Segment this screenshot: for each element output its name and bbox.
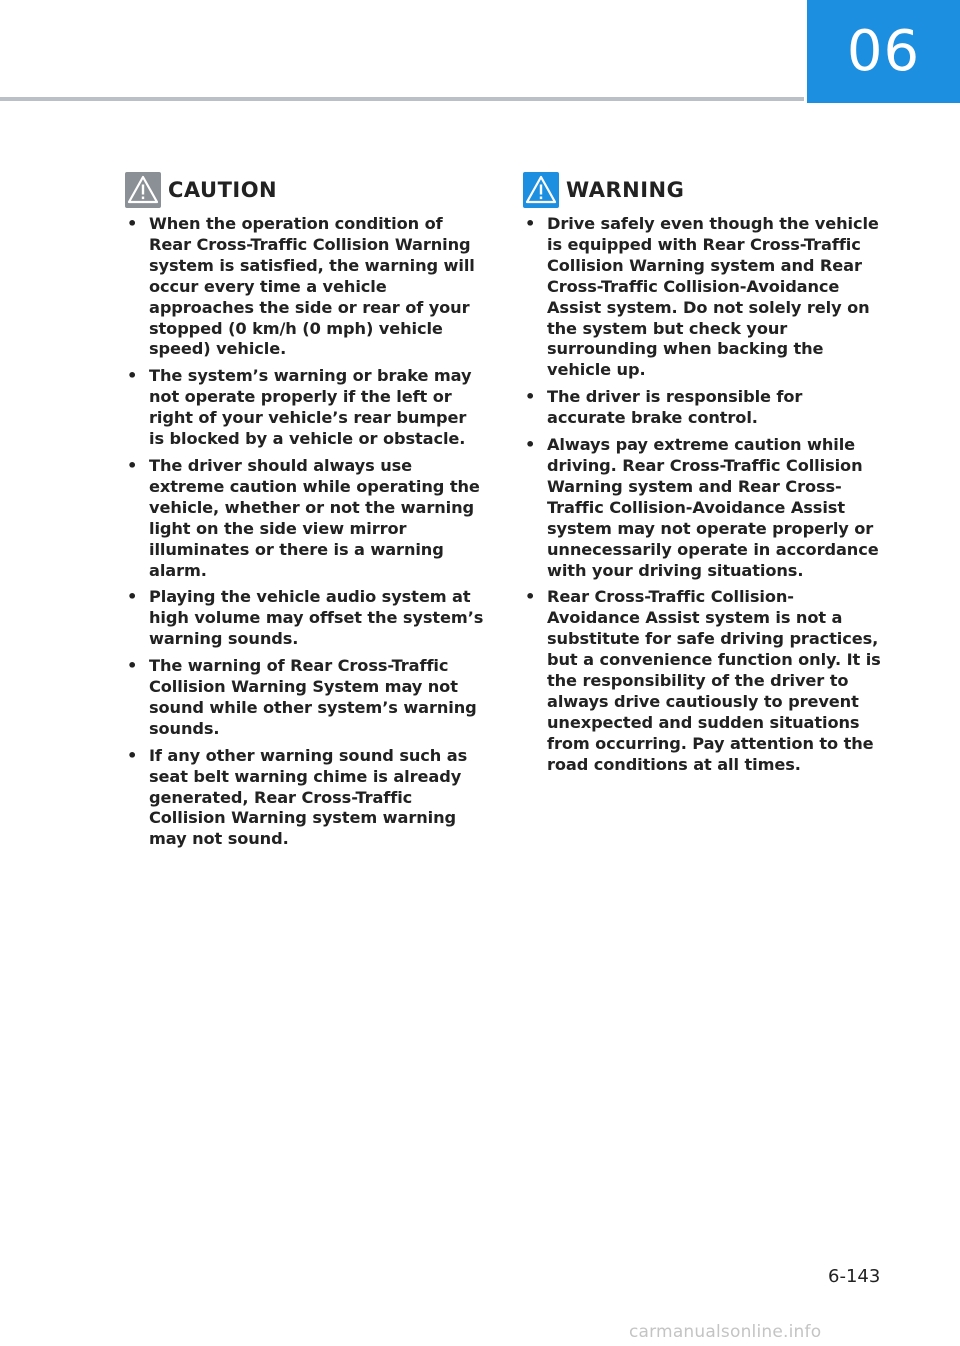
warning-item-2	[523, 387, 885, 429]
bullet: •	[127, 455, 138, 475]
warning-item-4	[523, 587, 885, 775]
caution-title: CAUTION	[168, 178, 278, 202]
warning-item-text: The driver is responsible for accurate brake control.	[547, 387, 803, 428]
warning-box	[523, 172, 885, 782]
bullet: •	[127, 656, 138, 676]
bullet: •	[127, 214, 138, 233]
caution-item-text: The system’s warning or brake may not operate properly if the left or right of your vehicle’s rear bumper is blocked by a vehicle or obstacle.	[149, 366, 472, 449]
caution-item-text: Playing the vehicle audio system at high volume may offset the system’s warning sounds.	[149, 587, 484, 649]
caution-item-5	[125, 656, 485, 740]
caution-item-4	[125, 587, 485, 650]
page-number: 6-143	[828, 1266, 881, 1287]
warning-header	[523, 172, 885, 208]
chapter-tab	[807, 0, 960, 103]
caution-item-text: The driver should always use extreme caution while operating the vehicle, whether or not the warning light on the side view mirror illuminates or there is a warning alarm.	[149, 455, 480, 580]
caution-box	[125, 172, 485, 856]
warning-item-3	[523, 435, 885, 581]
warning-title: WARNING	[566, 178, 685, 202]
caution-item-6	[125, 746, 485, 851]
warning-item-text: Always pay extreme caution while driving. Rear Cross-Traffic Collision Warning system and Rear Cross-Traffic Collision-Avoidance Assist system may not operate properly or unnecessarily operate in accordance with your driving situations.	[547, 435, 879, 580]
caution-warning-triangle-icon	[125, 172, 161, 208]
caution-item-1	[125, 214, 485, 360]
chapter-number: 06	[846, 19, 921, 84]
caution-item-text: When the operation condition of Rear Cross-Traffic Collision Warning system is satisfied, the warning will occur every time a vehicle approaches the side or rear of your stopped (0 km/h (0 mph) vehicle speed) vehicle.	[149, 214, 475, 359]
bullet: •	[525, 387, 536, 407]
bullet: •	[525, 214, 536, 233]
watermark: carmanualsonline.info	[629, 1322, 822, 1342]
header-rule	[0, 97, 804, 101]
caution-item-text: The warning of Rear Cross-Traffic Collision Warning System may not sound while other system’s warning sounds.	[149, 656, 477, 738]
bullet: •	[127, 366, 138, 386]
caution-header	[125, 172, 485, 208]
warning-list	[523, 214, 885, 776]
bullet: •	[525, 587, 536, 607]
warning-triangle-icon	[523, 172, 559, 208]
bullet: •	[127, 745, 138, 765]
caution-item-2	[125, 366, 485, 450]
warning-item-text: Drive safely even though the vehicle is equipped with Rear Cross-Traffic Collision Warning system and Rear Cross-Traffic Collision-Avoidance Assist system. Do not solely rely on the system but check your surrounding when backing the vehicle up.	[547, 214, 879, 380]
warning-item-1	[523, 214, 885, 381]
bullet: •	[127, 587, 138, 607]
warning-item-text: Rear Cross-Traffic Collision-Avoidance Assist system is not a substitute for safe driving practices, but a convenience function only. It is the responsibility of the driver to always drive cautiously to prevent unexpected and sudden situations from occurring. Pay attention to the road conditions at all times.	[547, 587, 881, 774]
caution-item-3	[125, 456, 485, 581]
caution-list	[125, 214, 485, 850]
bullet: •	[525, 435, 536, 455]
caution-item-text: If any other warning sound such as seat belt warning chime is already generated, Rear Cross-Traffic Collision Warning system warning may not sound.	[149, 745, 468, 849]
